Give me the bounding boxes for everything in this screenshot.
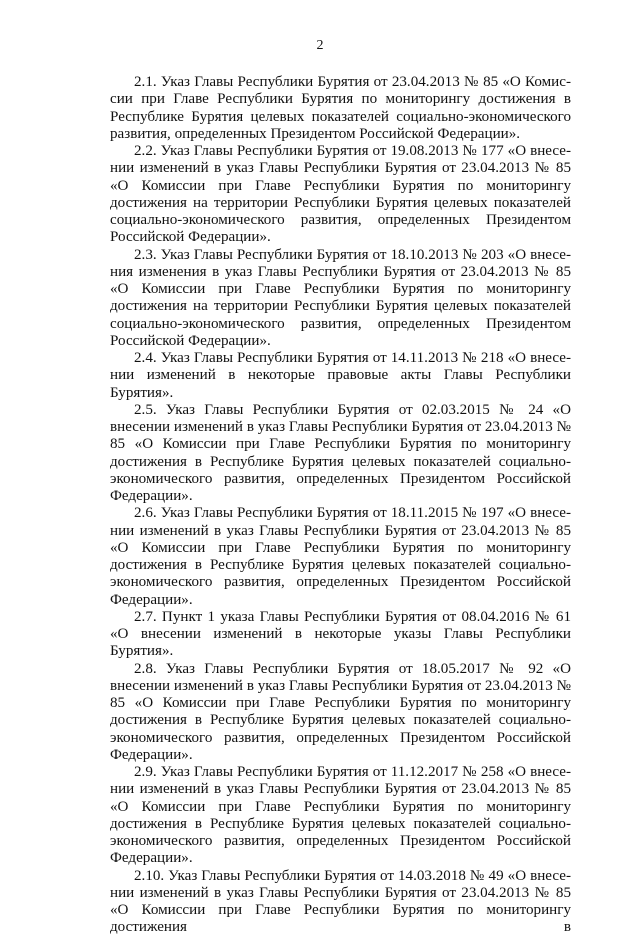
paragraph-2-10: 2.10. Указ Главы Республики Бурятия от 14.03.2018 № 49 «О внесении изменений в указ Главы Республики Бурятия от 23.04.2013 № 85 «О Комиссии при Главе Республики Бурятия по мониторингу достижения в: [110, 867, 571, 936]
paragraph-2-9: 2.9. Указ Главы Республики Бурятия от 11.12.2017 № 258 «О внесении изменений в указ Главы Республики Бурятия от 23.04.2013 № 85 «О Комиссии при Главе Республики Бурятия по мониторингу достижения в Республике Бурятия целевых показателей социально-экономического развития, определенных Президентом Российской Федерации».: [110, 764, 571, 867]
paragraph-2-5: 2.5. Указ Главы Республики Бурятия от 02.03.2015 № 24 «О внесении изменений в указ Главы Республики Бурятия от 23.04.2013 № 85 «О Комиссии при Главе Республики Бурятия по мониторингу достижения в Республике Бурятия целевых показателей социально-экономического развития, определенных Президентом Российской Федерации».: [110, 401, 571, 504]
paragraph-2-1: 2.1. Указ Главы Республики Бурятия от 23.04.2013 № 85 «О Комиссии при Главе Республики Бурятия по мониторингу достижения в Республике Бурятия целевых показателей социально-экономического развития, определенных Президентом Российской Федерации».: [110, 74, 571, 142]
paragraph-2-7: 2.7. Пункт 1 указа Главы Республики Бурятия от 08.04.2016 № 61 «О внесении изменений в некоторые указы Главы Республики Бурятия».: [110, 608, 571, 660]
paragraph-2-6: 2.6. Указ Главы Республики Бурятия от 18.11.2015 № 197 «О внесении изменений в указ Главы Республики Бурятия от 23.04.2013 № 85 «О Комиссии при Главе Республики Бурятия по мониторингу достижения в Республике Бурятия целевых показателей социально-экономического развития, определенных Президентом Российской Федерации».: [110, 505, 571, 608]
paragraph-2-3: 2.3. Указ Главы Республики Бурятия от 18.10.2013 № 203 «О внесения изменения в указ Главы Республики Бурятия от 23.04.2013 № 85 «О Комиссии при Главе Республики Бурятия по мониторингу достижения на территории Республики Бурятия целевых показателей социально-экономического развития, определенных Президентом Российской Федерации».: [110, 246, 571, 349]
paragraph-2-4: 2.4. Указ Главы Республики Бурятия от 14.11.2013 № 218 «О внесении изменений в некоторые правовые акты Главы Республики Бурятия».: [110, 350, 571, 401]
paragraph-2-2: 2.2. Указ Главы Республики Бурятия от 19.08.2013 № 177 «О внесении изменений в указ Главы Республики Бурятия от 23.04.2013 № 85 «О Комиссии при Главе Республики Бурятия по мониторингу достижения на территории Республики Бурятия целевых показателей социально-экономического развития, определенных Президентом Российской Федерации».: [110, 143, 571, 246]
paragraph-2-8: 2.8. Указ Главы Республики Бурятия от 18.05.2017 № 92 «О внесении изменений в указ Главы Республики Бурятия от 23.04.2013 № 85 «О Комиссии при Главе Республики Бурятия по мониторингу достижения в Республике Бурятия целевых показателей социально-экономического развития, определенных Президентом Российской Федерации».: [110, 660, 571, 763]
page-number: 2: [316, 38, 324, 53]
document-body: [110, 74, 571, 937]
